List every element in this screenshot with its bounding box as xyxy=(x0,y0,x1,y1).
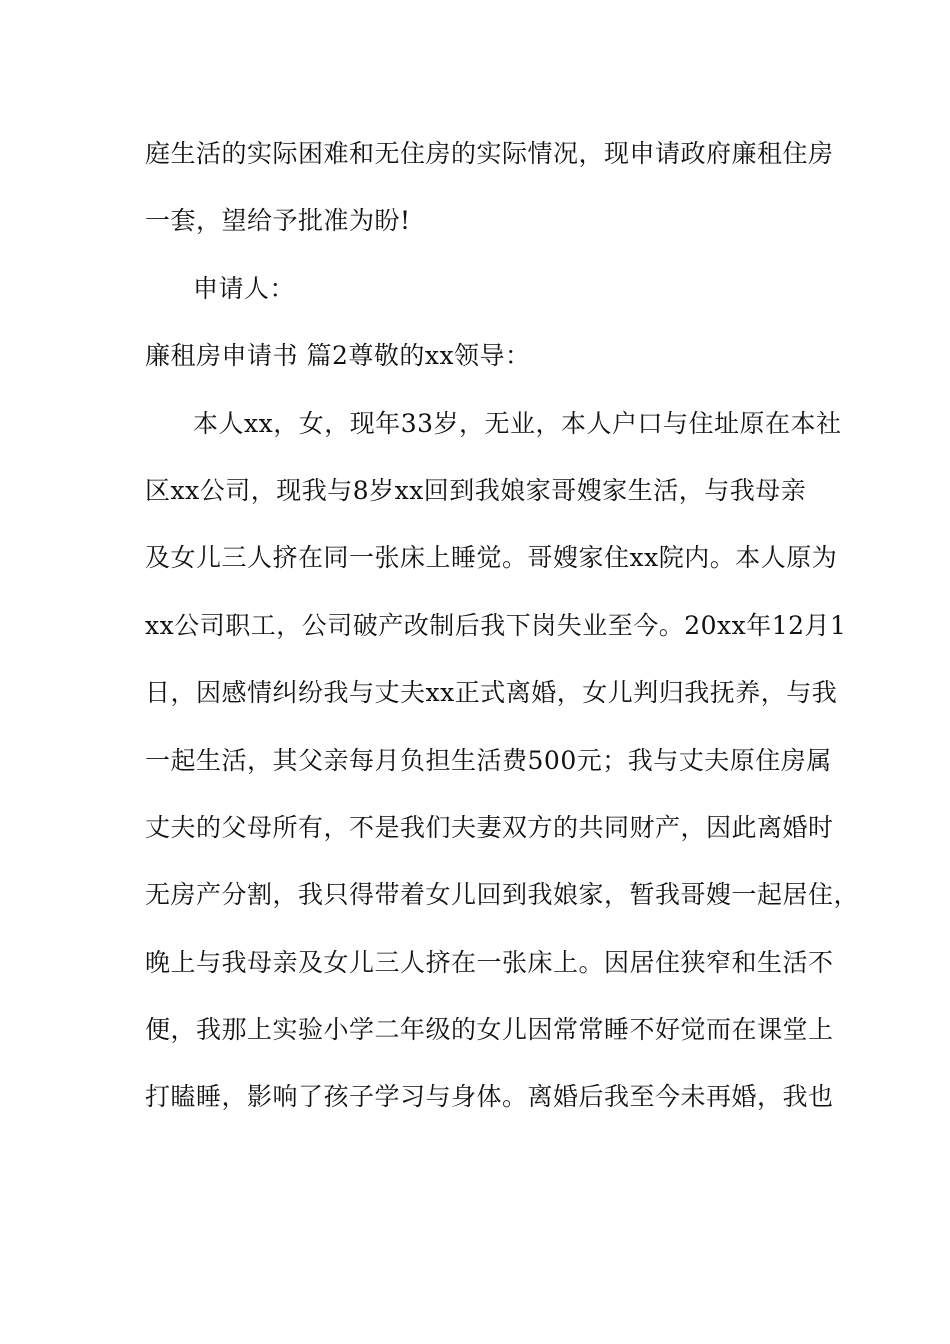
text-line: 及女儿三人挤在同一张床上睡觉。哥嫂家住xx院内。本人原为 xyxy=(145,543,838,573)
text-line: 一套，望给予批准为盼! xyxy=(145,206,411,236)
text-line: 区xx公司，现我与8岁xx回到我娘家哥嫂家生活，与我母亲 xyxy=(145,475,807,505)
text-line: 晚上与我母亲及女儿三人挤在一张床上。因居住狭窄和生活不 xyxy=(145,947,834,977)
text-line: 无房产分割，我只得带着女儿回到我娘家，暂我哥嫂一起居住， xyxy=(145,880,860,910)
section-heading: 廉租房申请书 篇2尊敬的xx领导： xyxy=(145,341,531,371)
text-line: 打瞌睡，影响了孩子学习与身体。离婚后我至今未再婚，我也 xyxy=(145,1082,834,1112)
text-line: 丈夫的父母所有，不是我们夫妻双方的共同财产，因此离婚时 xyxy=(145,812,834,842)
text-line: 本人xx，女，现年33岁，无业，本人户口与住址原在本社 xyxy=(193,408,842,438)
document-body xyxy=(145,130,860,1141)
text-line: xx公司职工，公司破产改制后我下岗失业至今。20xx年12月1 xyxy=(145,610,847,640)
signature-label: 申请人： xyxy=(193,273,296,303)
text-line: 一起生活，其父亲每月负担生活费500元；我与丈夫原住房属 xyxy=(145,745,832,775)
text-line: 庭生活的实际困难和无住房的实际情况，现申请政府廉租住房 xyxy=(145,139,834,168)
text-line: 日，因感情纠纷我与丈夫xx正式离婚，女儿判归我抚养，与我 xyxy=(145,678,838,708)
text-line: 便，我那上实验小学二年级的女儿因常常睡不好觉而在课堂上 xyxy=(145,1015,834,1045)
